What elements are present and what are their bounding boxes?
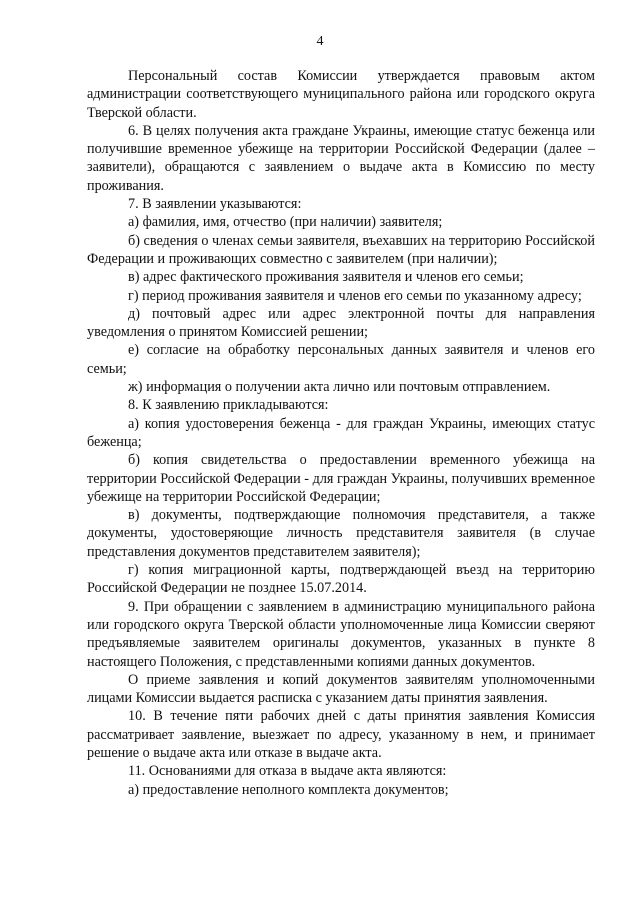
paragraph-8v: в) документы, подтверждающие полномочия представителя, а также документы, удостоверяющие личность представителя заявителя (в случае представления документов представителем заявителя); xyxy=(87,507,595,560)
page-number: 4 xyxy=(316,34,324,49)
paragraph-8b: б) копия свидетельства о предоставлении временного убежища на территории Российской Федерации - для граждан Украины, получивших временное убежище на территории Российской Федерации; xyxy=(87,452,595,505)
paragraph-7e: е) согласие на обработку персональных данных заявителя и членов его семьи; xyxy=(87,342,595,377)
paragraph-7v: в) адрес фактического проживания заявителя и членов его семьи; xyxy=(128,269,524,286)
paragraph-7g: г) период проживания заявителя и членов его семьи по указанному адресу; xyxy=(128,287,582,304)
paragraph-6: 6. В целях получения акта граждане Украины, имеющие статус беженца или получившие временное убежище на территории Российской Федерации (далее – заявители), обращаются с заявлением о выдаче акта в Комиссию по месту проживания. xyxy=(87,122,595,194)
paragraph-7d: д) почтовый адрес или адрес электронной почты для направления уведомления о принятом Комиссией решении; xyxy=(87,305,595,341)
paragraph-7a: а) фамилия, имя, отчество (при наличии) заявителя; xyxy=(128,214,443,231)
paragraph-9: 9. При обращении с заявлением в администрацию муниципального района или городского округа Тверской области уполномоченные лица Комиссии сверяют предъявляемые заявителем оригиналы документов, указанных в пункте 8 настоящего Положения, с представленными копиями данных документов. xyxy=(87,598,595,670)
paragraph-commission-composition: Персональный состав Комиссии утверждается правовым актом администрации соответствующего муниципального района или городского округа Тверской области. xyxy=(87,68,595,121)
paragraph-7: 7. В заявлении указываются: xyxy=(128,196,302,213)
paragraph-11a: а) предоставление неполного комплекта документов; xyxy=(128,781,449,798)
paragraph-8a: а) копия удостоверения беженца - для граждан Украины, имеющих статус беженца; xyxy=(87,415,595,450)
paragraph-7b: б) сведения о членах семьи заявителя, въехавших на территорию Российской Федерации и проживающих совместно с заявителем (при наличии); xyxy=(87,232,595,267)
paragraph-10: 10. В течение пяти рабочих дней с даты принятия заявления Комиссия рассматривает заявление, выезжает по адресу, указанному в нем, и принимает решение о выдаче акта или отказе в выдаче акта. xyxy=(87,708,595,761)
paragraph-11: 11. Основаниями для отказа в выдаче акта являются: xyxy=(128,763,447,780)
paragraph-8g: г) копия миграционной карты, подтверждающей въезд на территорию Российской Федерации не позднее 15.07.2014. xyxy=(87,562,595,597)
document-body xyxy=(87,67,595,799)
paragraph-7zh: ж) информация о получении акта лично или почтовым отправлением. xyxy=(128,379,551,396)
paragraph-8: 8. К заявлению прикладываются: xyxy=(128,397,329,414)
paragraph-receipt: О приеме заявления и копий документов заявителям уполномоченными лицами Комиссии выдается расписка с указанием даты принятия заявления. xyxy=(87,671,595,707)
